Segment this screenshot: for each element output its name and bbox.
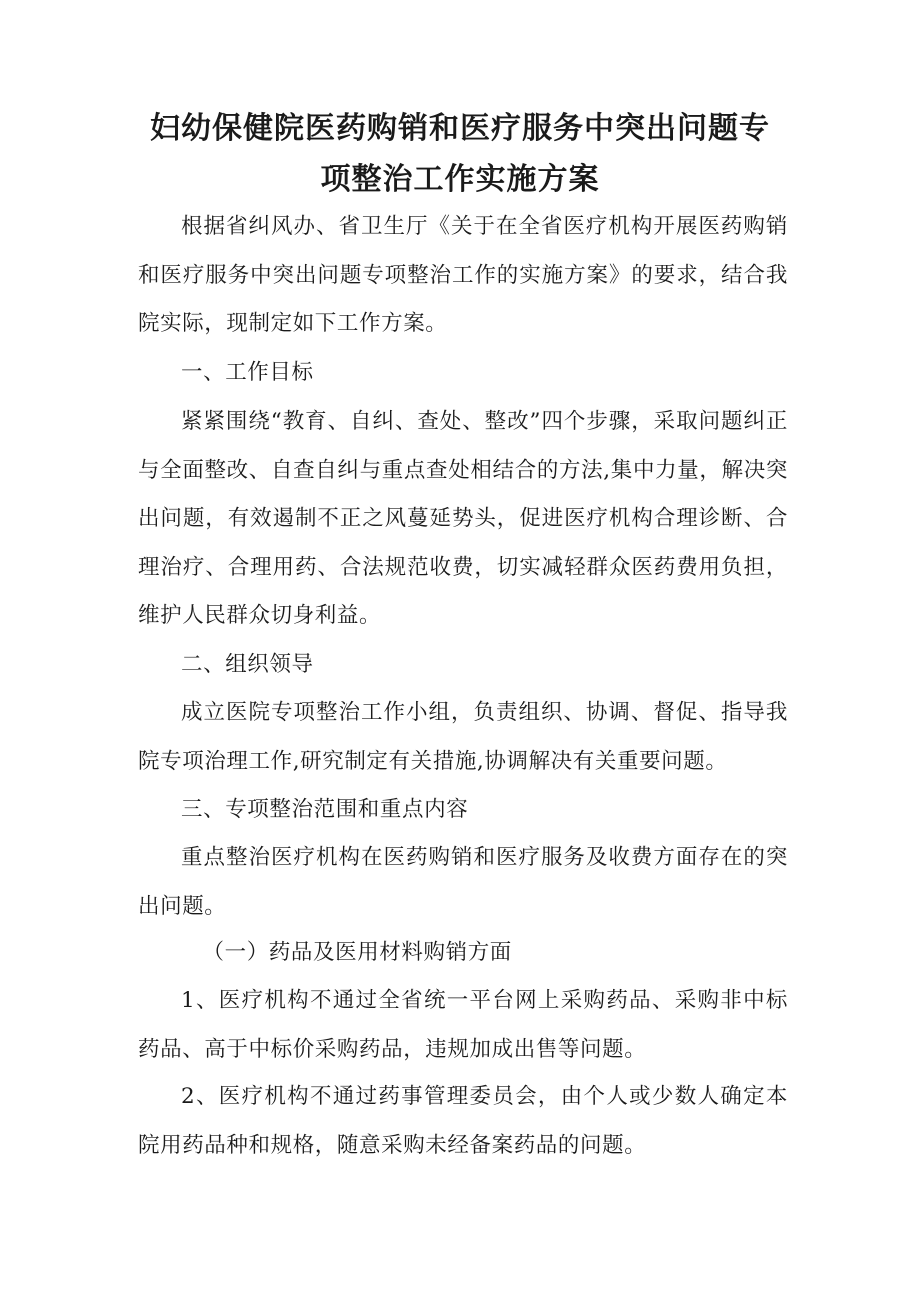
document-title-line-1: 妇幼保健院医药购销和医疗服务中突出问题专 xyxy=(150,111,770,146)
intro-paragraph: 根据省纠风办、省卫生厅《关于在全省医疗机构开展医药购销和医疗服务中突出问题专项整治工作的实施方案》的要求，结合我院实际，现制定如下工作方案。 xyxy=(138,214,788,337)
section-3-body: 重点整治医疗机构在医药购销和医疗服务及收费方面存在的突出问题。 xyxy=(138,845,788,919)
section-2-heading: 二、组织领导 xyxy=(181,652,314,677)
section-2-body: 成立医院专项整治工作小组，负责组织、协调、督促、指导我院专项治理工作,研究制定有关措施,协调解决有关重要问题。 xyxy=(138,700,788,774)
section-1-heading: 一、工作目标 xyxy=(181,360,314,385)
section-1-body: 紧紧围绕“教育、自纠、查处、整改”四个步骤，采取问题纠正与全面整改、自查自纠与重点查处相结合的方法,集中力量，解决突出问题，有效遏制不正之风蔓延势头，促进医疗机构合理诊断、合理治疗、合理用药、合法规范收费，切实减轻群众医药费用负担，维护人民群众切身利益。 xyxy=(138,409,788,629)
item-1-paragraph: 1、医疗机构不通过全省统一平台网上采购药品、采购非中标药品、高于中标价采购药品，违规加成出售等问题。 xyxy=(138,988,788,1062)
subsection-1-heading: （一）药品及医用材料购销方面 xyxy=(202,940,512,965)
section-3-heading: 三、专项整治范围和重点内容 xyxy=(181,797,469,822)
document-title-line-2: 项整治工作实施方案 xyxy=(320,162,600,197)
item-2-paragraph: 2、医疗机构不通过药事管理委员会，由个人或少数人确定本院用药品种和规格，随意采购未经备案药品的问题。 xyxy=(138,1084,788,1158)
